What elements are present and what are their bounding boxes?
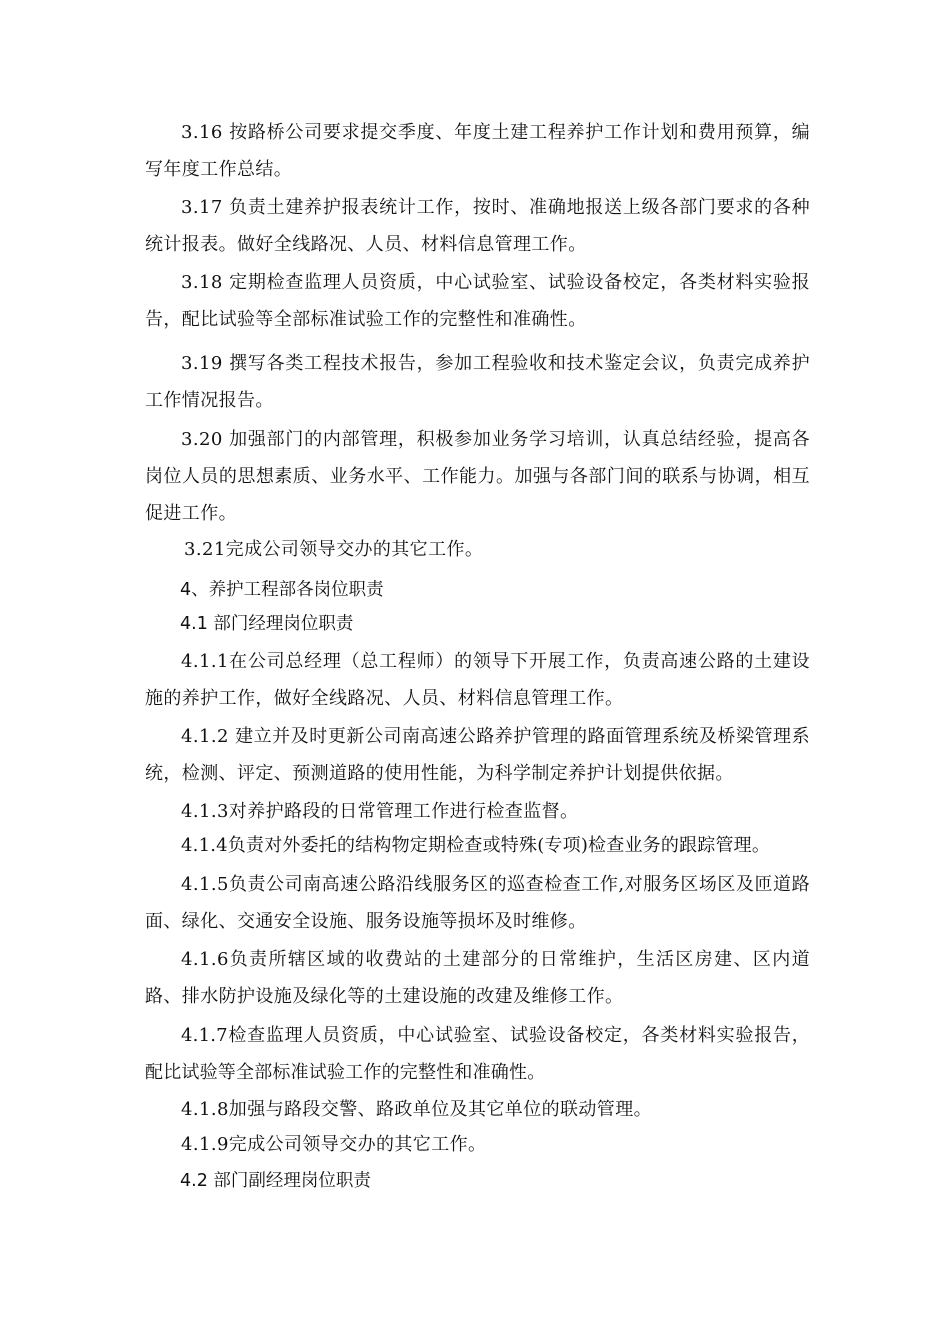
item-4-1-2: 4.1.2 建立并及时更新公司南高速公路养护管理的路面管理系统及桥梁管理系统，检测、评定、预测道路的使用性能，为科学制定养护计划提供依据。 <box>145 726 810 784</box>
paragraph-3-20: 3.20 加强部门的内部管理，积极参加业务学习培训，认真总结经验，提高各岗位人员的思想素质、业务水平、工作能力。加强与各部门间的联系与协调，相互促进工作。 <box>145 429 810 524</box>
item-4-1-3: 4.1.3对养护路段的日常管理工作进行检查监督。 <box>181 801 579 822</box>
item-4-1-8: 4.1.8加强与路段交警、路政单位及其它单位的联动管理。 <box>181 1099 652 1120</box>
item-4-1-9: 4.1.9完成公司领导交办的其它工作。 <box>181 1134 487 1155</box>
paragraph-3-21: 3.21完成公司领导交办的其它工作。 <box>184 539 484 560</box>
paragraph-3-19: 3.19 撰写各类工程技术报告，参加工程验收和技术鉴定会议，负责完成养护工作情况报告。 <box>145 353 810 411</box>
item-4-1-7: 4.1.7检查监理人员资质，中心试验室、试验设备校定，各类材料实验报告，配比试验等全部标准试验工作的完整性和准确性。 <box>145 1025 810 1083</box>
paragraph-3-18: 3.18 定期检查监理人员资质，中心试验室、试验设备校定，各类材料实验报告，配比试验等全部标准试验工作的完整性和准确性。 <box>145 272 810 330</box>
item-4-1-4: 4.1.4负责对外委托的结构物定期检查或特殊(专项)检查业务的跟踪管理。 <box>181 835 771 856</box>
section-4-2-title: 4.2 部门副经理岗位职责 <box>180 1171 371 1191</box>
section-4-title: 4、养护工程部各岗位职责 <box>180 580 384 600</box>
section-4-1-title: 4.1 部门经理岗位职责 <box>180 614 354 634</box>
item-4-1-5: 4.1.5负责公司南高速公路沿线服务区的巡查检查工作,对服务区场区及匝道路面、绿化、交通安全设施、服务设施等损坏及时维修。 <box>145 874 810 932</box>
paragraph-3-16: 3.16 按路桥公司要求提交季度、年度土建工程养护工作计划和费用预算，编写年度工作总结。 <box>145 122 810 180</box>
item-4-1-1: 4.1.1在公司总经理（总工程师）的领导下开展工作，负责高速公路的土建设施的养护工作，做好全线路况、人员、材料信息管理工作。 <box>145 651 810 709</box>
item-4-1-6: 4.1.6负责所辖区域的收费站的土建部分的日常维护，生活区房建、区内道路、排水防护设施及绿化等的土建设施的改建及维修工作。 <box>145 949 810 1007</box>
paragraph-3-17: 3.17 负责土建养护报表统计工作，按时、准确地报送上级各部门要求的各种统计报表。做好全线路况、人员、材料信息管理工作。 <box>145 197 810 255</box>
